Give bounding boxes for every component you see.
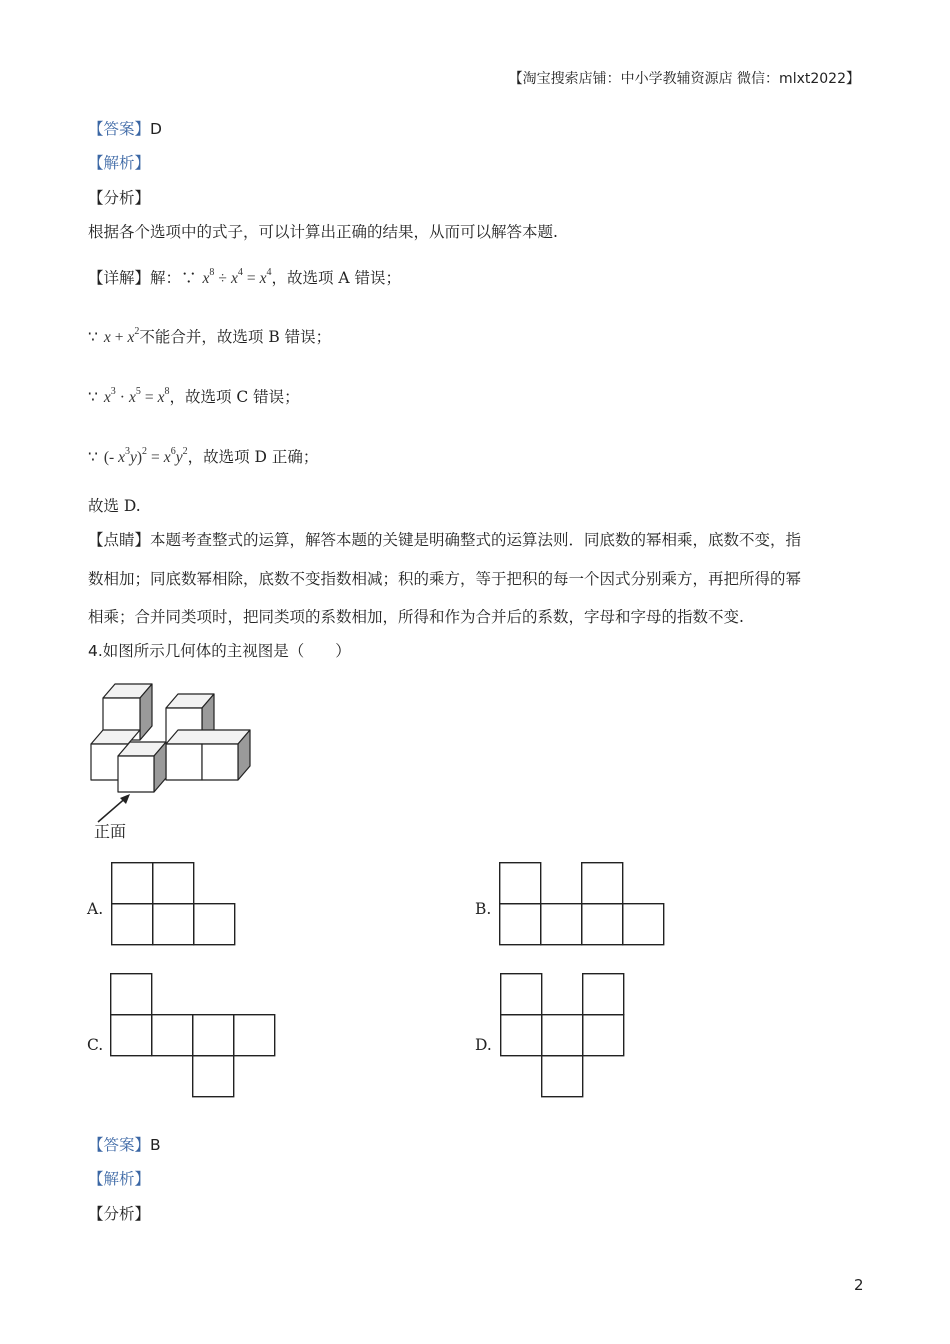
because-symbol: ∵ bbox=[88, 448, 98, 466]
because-symbol: ∵ bbox=[88, 328, 98, 346]
option-a-figure bbox=[111, 862, 237, 946]
q3-detail-line-1 bbox=[88, 266, 401, 288]
q3-dianjing-line-3: 相乘；合并同类项时，把同类项的系数相加，所得和作为合并后的系数，字母和字母的指数不变. bbox=[88, 608, 744, 626]
q3-line4-suffix: ，故选项 D 正确； bbox=[187, 448, 319, 466]
header-shop-info: 【淘宝搜索店铺：中小学教辅资源店 微信：mlxt2022】 bbox=[508, 71, 860, 87]
option-b-grid bbox=[499, 862, 666, 946]
because-symbol: ∵ bbox=[88, 388, 98, 406]
option-c-label: C. bbox=[87, 1036, 104, 1054]
q3-dianjing-text-1: 本题考查整式的运算，解答本题的关键是明确整式的运算法则．同底数的幂相乘，底数不变，指 bbox=[150, 531, 802, 549]
q3-fenxi-text: 根据各个选项中的式子，可以计算出正确的结果，从而可以解答本题. bbox=[88, 223, 558, 241]
q3-analysis-label: 【解析】 bbox=[88, 154, 151, 172]
q4-analysis-label: 【解析】 bbox=[88, 1170, 151, 1188]
q4-stem-line bbox=[88, 639, 351, 661]
q3-detail-intro: 解：∵ bbox=[150, 269, 197, 287]
q3-detail-line-4 bbox=[88, 445, 318, 467]
q3-conclusion: 故选 D. bbox=[88, 497, 141, 515]
q3-dianjing-line-2: 数相加；同底数幂相除，底数不变指数相减；积的乘方，等于把积的每一个因式分别乘方，再把所得的幂 bbox=[88, 570, 802, 588]
q4-stem: 如图所示几何体的主视图是（ ） bbox=[102, 642, 351, 660]
option-c-figure bbox=[110, 973, 276, 1098]
q3-answer-label: 【答案】 bbox=[88, 120, 151, 138]
q3-detail-label: 【详解】 bbox=[88, 269, 151, 287]
q3-formula-a: $x^8 \div x^4 = x^4$ bbox=[202, 267, 272, 287]
q3-answer-value: D bbox=[150, 120, 162, 138]
q4-fenxi-label: 【分析】 bbox=[88, 1205, 151, 1223]
q4-solid-figure bbox=[88, 678, 268, 798]
q3-detail-line-2 bbox=[88, 325, 331, 347]
q3-formula-b: $x + x^2$ bbox=[103, 326, 140, 346]
q4-answer-value: B bbox=[150, 1136, 161, 1154]
q4-front-label: 正面 bbox=[94, 822, 127, 841]
q3-dianjing-line-1 bbox=[88, 528, 801, 550]
solid-figure-svg bbox=[88, 678, 268, 798]
q4-answer-line bbox=[88, 1133, 161, 1155]
option-b-label: B. bbox=[475, 900, 492, 918]
q3-formula-d: (- $x^3y)^2 = x^6y^2$ bbox=[103, 446, 188, 466]
q3-line2-suffix: 不能合并，故选项 B 错误； bbox=[139, 328, 332, 346]
page-number: 2 bbox=[854, 1276, 864, 1294]
q3-dianjing-label: 【点睛】 bbox=[88, 531, 151, 549]
q3-line3-suffix: ，故选项 C 错误； bbox=[169, 388, 300, 406]
q3-detail-line-3 bbox=[88, 385, 300, 407]
q3-formula-c: $x^3 \cdot x^5 = x^8$ bbox=[103, 386, 170, 406]
option-b-figure bbox=[499, 862, 666, 946]
q3-answer-line bbox=[88, 117, 162, 139]
q3-line1-suffix: ，故选项 A 错误； bbox=[271, 269, 402, 287]
option-a-grid bbox=[111, 862, 237, 946]
option-d-figure bbox=[500, 973, 626, 1098]
option-c-grid bbox=[110, 973, 276, 1098]
option-d-label: D. bbox=[475, 1036, 492, 1054]
q3-fenxi-label: 【分析】 bbox=[88, 189, 151, 207]
q4-number: 4. bbox=[88, 642, 103, 660]
q4-answer-label: 【答案】 bbox=[88, 1136, 151, 1154]
option-d-grid bbox=[500, 973, 626, 1098]
option-a-label: A. bbox=[87, 900, 104, 918]
